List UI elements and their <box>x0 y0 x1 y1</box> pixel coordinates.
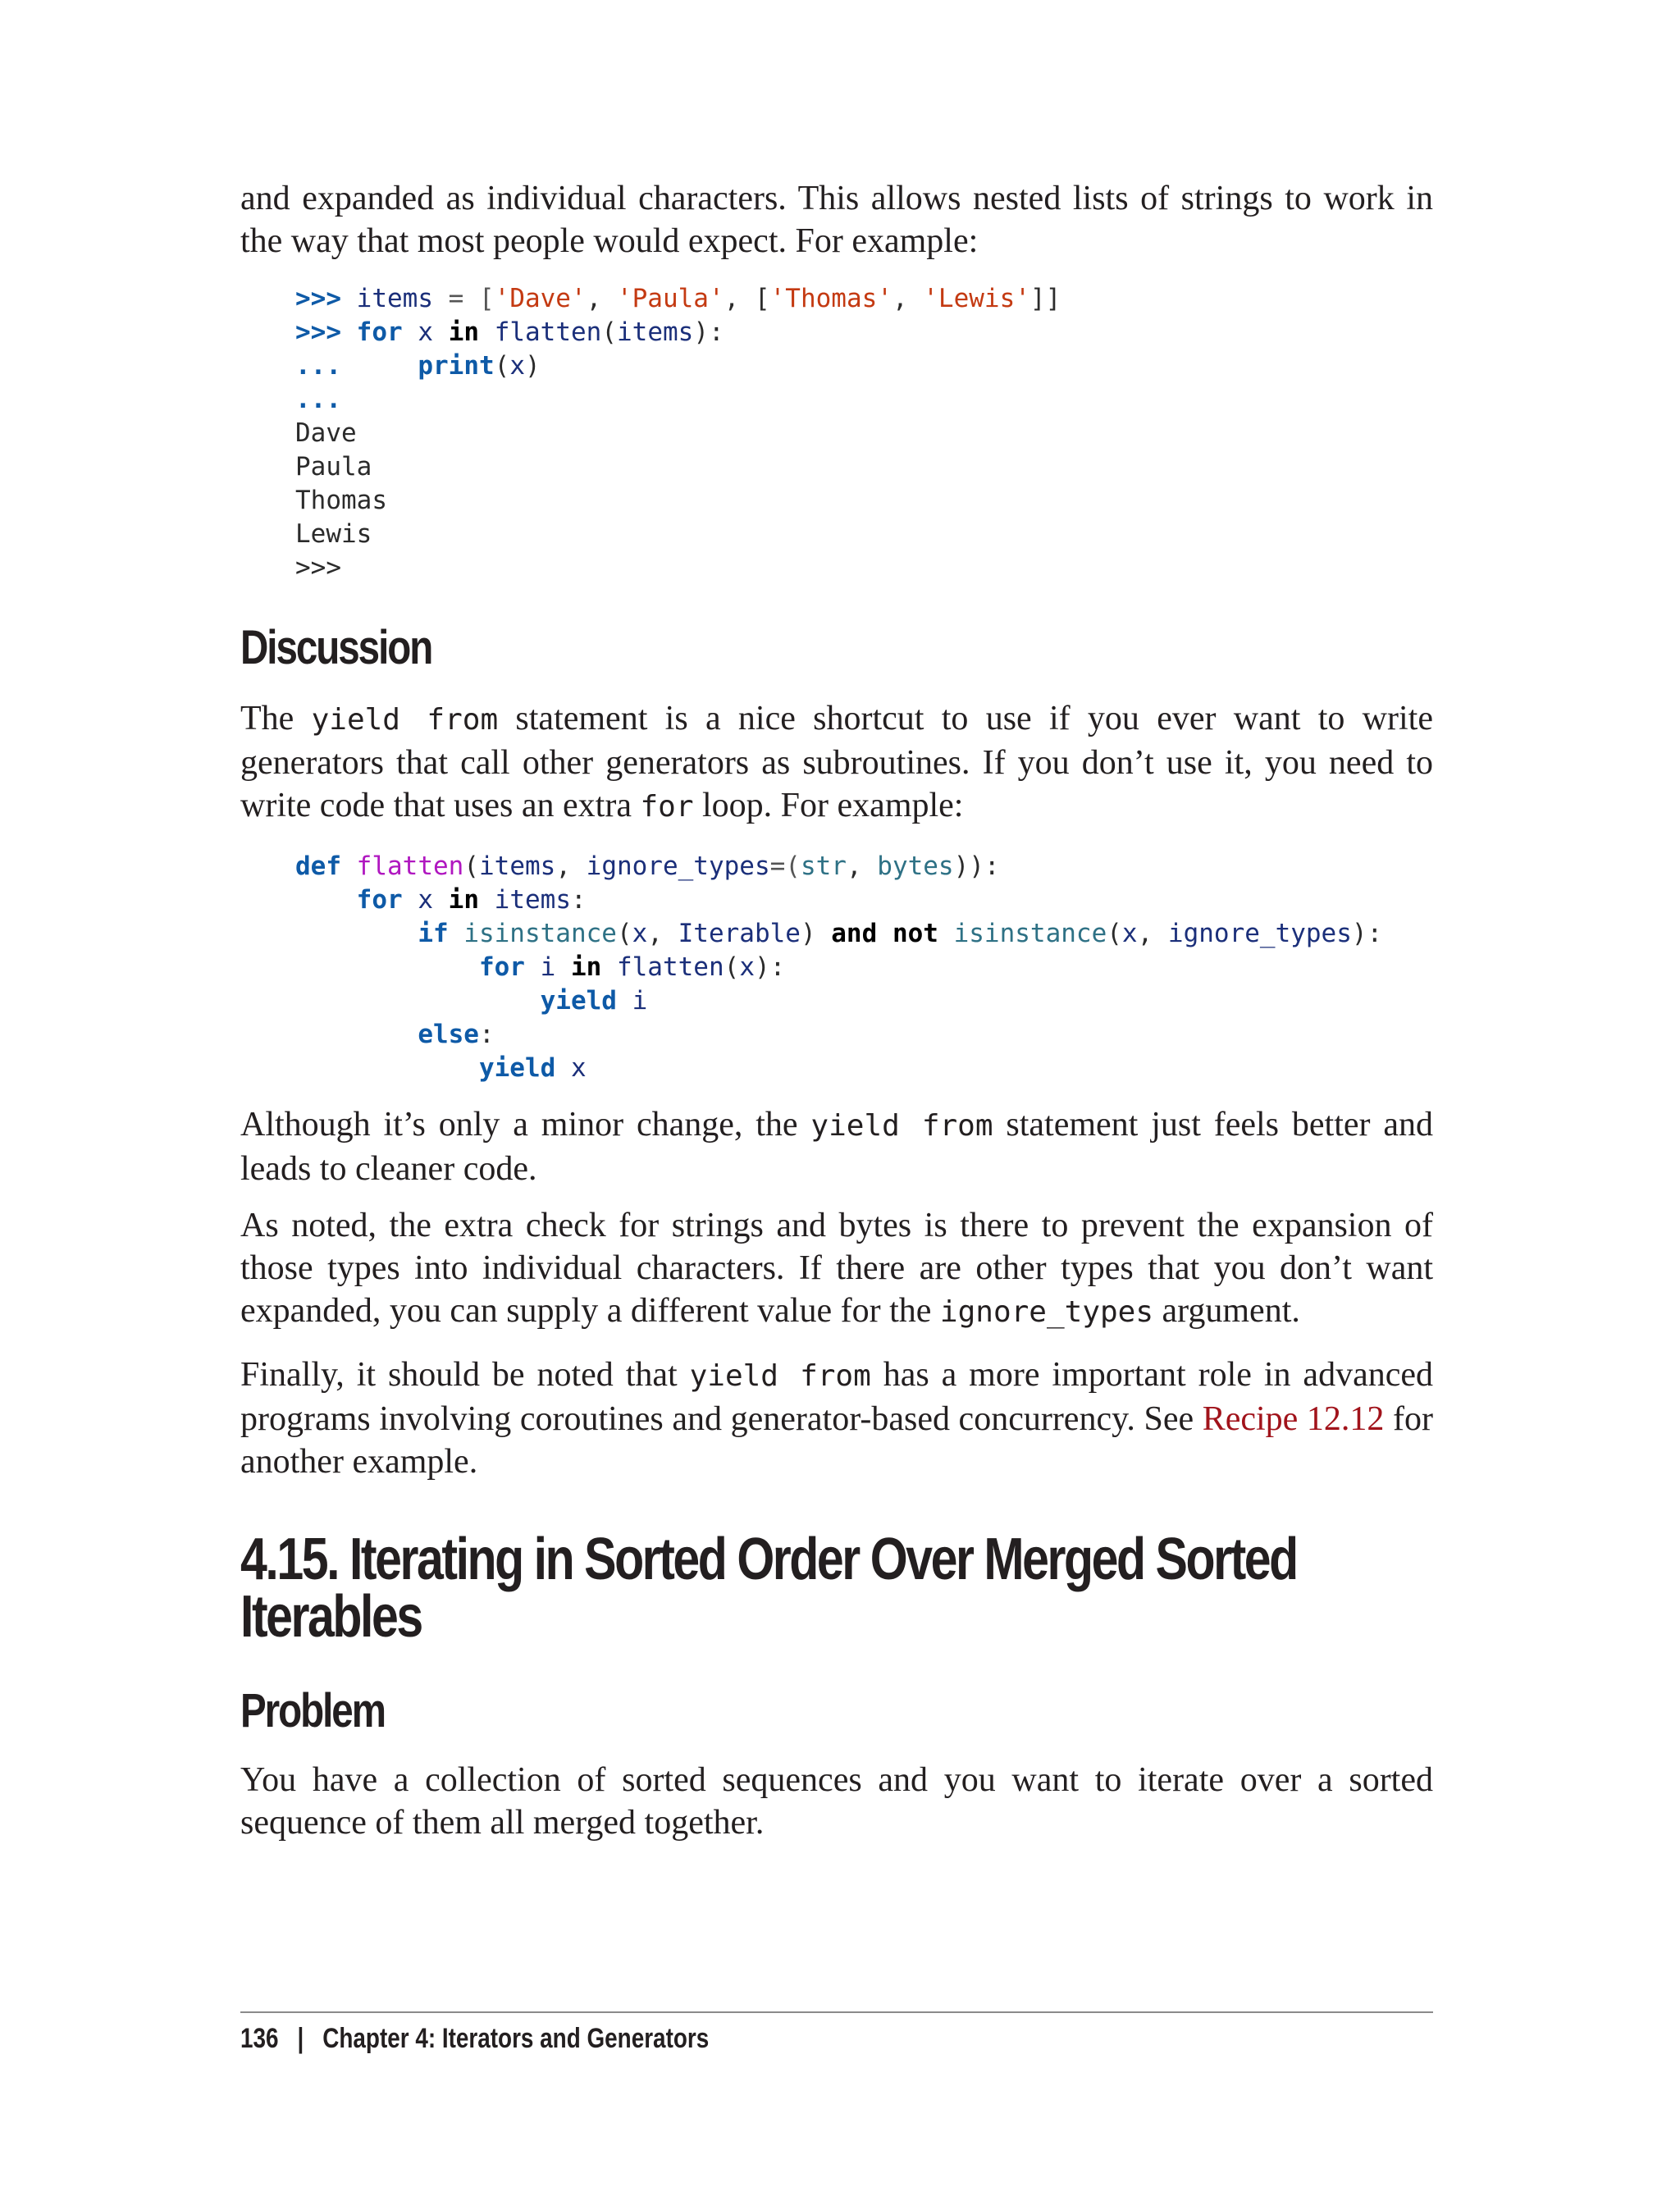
section-heading: 4.15. Iterating in Sorted Order Over Merged Sorted Iterables <box>240 1527 1297 1650</box>
page-footer <box>240 2023 709 2055</box>
code-example-interactive: >>> items = ['Dave', 'Paula', ['Thomas', 'Lewis']] >>> for x in flatten(items): ... print(x) ... Dave Paula Thomas Lewis >>> <box>295 284 1061 582</box>
footer-separator: | <box>297 2023 304 2054</box>
intro-paragraph: and expanded as individual characters. This allows nested lists of strings to work in the way that most people would expect. For example: <box>240 180 1433 260</box>
chapter-title: Chapter 4: Iterators and Generators <box>322 2023 710 2054</box>
discussion-paragraph-4: Finally, it should be noted that yield from has a more important role in advanced programs involving coroutines and generator-based concurrency. See Recipe 12.12 for another example. <box>240 1356 1434 1481</box>
footer-rule <box>240 2011 1433 2013</box>
problem-paragraph: You have a collection of sorted sequences and you want to iterate over a sorted sequence of them all merged together. <box>240 1761 1433 1842</box>
recipe-link[interactable]: Recipe 12.12 <box>1202 1400 1385 1438</box>
page-number: 136 <box>240 2023 279 2054</box>
code-example-flatten: def flatten(items, ignore_types=(str, bytes)): for x in items: if isinstance(x, Iterable) and not isinstance(x, ignore_types): for i in flatten(x): yield i else: yield x <box>295 851 1383 1083</box>
discussion-paragraph-3: As noted, the extra check for strings and bytes is there to prevent the expansion of those types into individual characters. If there are other types that you don’t want expanded, you can supply a different value for the ignore_types argument. <box>240 1207 1433 1330</box>
problem-heading: Problem <box>240 1684 385 1737</box>
discussion-heading: Discussion <box>240 621 432 674</box>
discussion-paragraph-1: The yield from statement is a nice shortcut to use if you ever want to write generators that call other generators as subroutines. If you don’t use it, you need to write code that uses an extra for loop. For example: <box>240 700 1433 824</box>
discussion-paragraph-2: Although it’s only a minor change, the yield from statement just feels better and leads to cleaner code. <box>240 1106 1433 1188</box>
